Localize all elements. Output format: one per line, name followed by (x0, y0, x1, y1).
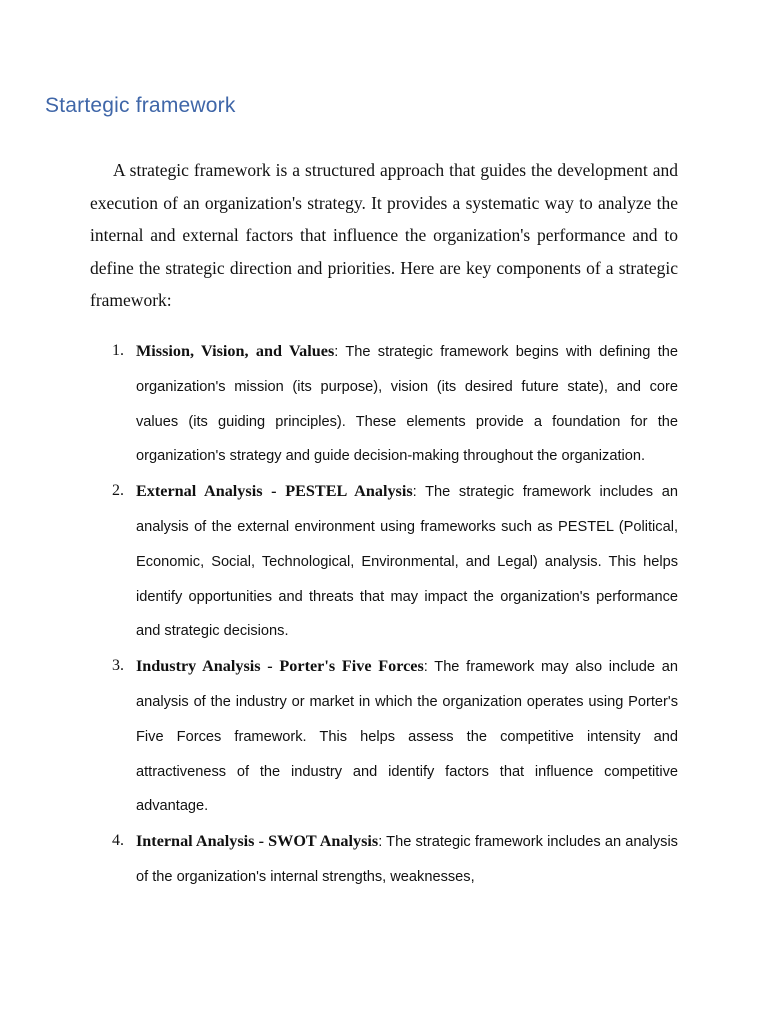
list-item-body: : The strategic framework includes an analysis of the organization's internal strengths, weaknesses, (136, 834, 678, 885)
list-item-text (136, 824, 678, 895)
intro-paragraph: A strategic framework is a structured approach that guides the development and execution of an organization's strategy. It provides a systematic way to analyze the internal and external factors that influence the organization's performance and to define the strategic direction and priorities. Here are key components of a strategic framework: (90, 160, 678, 311)
components-list (90, 334, 678, 895)
list-item-text (136, 474, 678, 649)
list-item-title: External Analysis - PESTEL Analysis (136, 482, 413, 501)
list-item (90, 334, 678, 474)
list-item (90, 824, 678, 895)
list-item-number: 3. (112, 657, 124, 675)
list-item (90, 649, 678, 824)
list-item-text (136, 649, 678, 824)
list-item-number: 2. (112, 482, 124, 500)
page-title: Startegic framework (45, 94, 236, 117)
list-item (90, 474, 678, 649)
list-item-title: Internal Analysis - SWOT Analysis (136, 832, 379, 851)
list-item-text (136, 334, 678, 474)
list-item-body: : The strategic framework begins with defining the organization's mission (its purpose), vision (its desired future state), and core values (its guiding principles). These elements provide a foundation for the organization's strategy and guide decision-making throughout the organization. (136, 344, 678, 465)
list-item-title: Mission, Vision, and Values (136, 342, 335, 360)
list-item-body: : The framework may also include an analysis of the industry or market in which the organization operates using Porter's Five Forces framework. This helps assess the competitive intensity and attractiveness of the industry and identify factors that influence competitive advantage. (136, 659, 678, 815)
list-item-body: : The strategic framework includes an analysis of the external environment using frameworks such as PESTEL (Political, Economic, Social, Technological, Environmental, and Legal) analysis. This helps identify opportunities and threats that may impact the organization's performance and strategic decisions. (136, 484, 678, 640)
list-item-title: Industry Analysis - Porter's Five Forces (136, 657, 424, 676)
list-item-number: 4. (112, 832, 124, 850)
list-item-number: 1. (112, 342, 124, 359)
